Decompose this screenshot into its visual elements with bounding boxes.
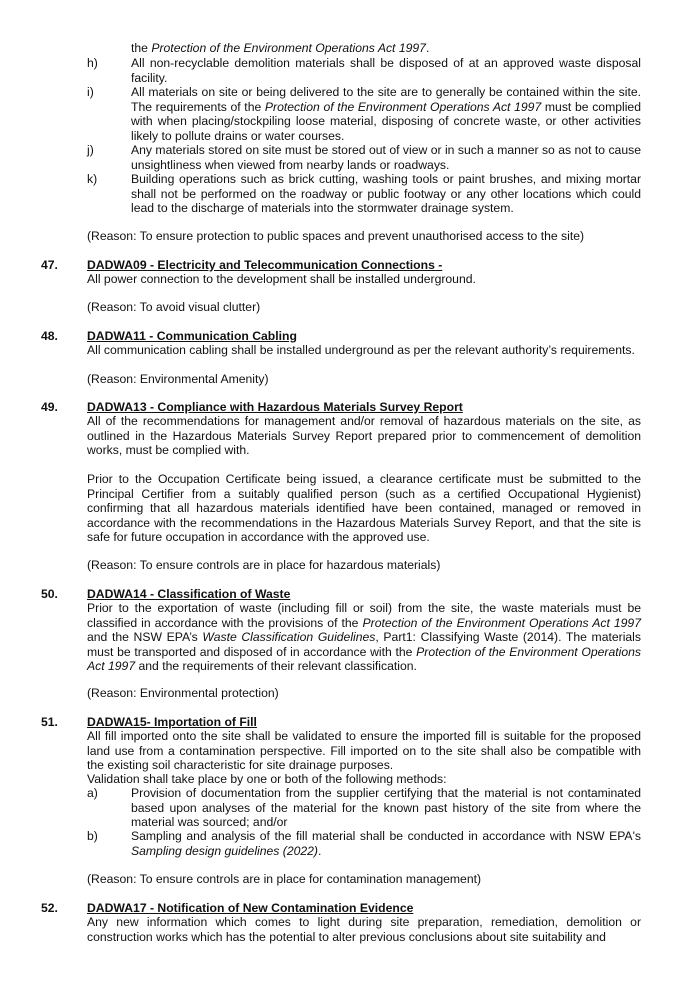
condition-heading: DADWA11 - Communication Cabling <box>87 329 297 343</box>
list-item: Sampling and analysis of the fill material shall be conducted in accordance with NSW EPA's Sampling design guidelines (2022). <box>131 829 641 858</box>
condition-number: 50. <box>41 587 58 601</box>
condition-heading: DADWA14 - Classification of Waste <box>87 587 291 601</box>
condition-paragraph: All fill imported onto the site shall be validated to ensure the imported fill is suitable for the proposed land use from a contamination perspective. Fill imported on to the site shall also be compatible with the existing soil characteristic for site drainage purposes. <box>87 729 641 773</box>
item-label: a) <box>87 786 98 800</box>
condition-paragraph: All of the recommendations for management and/or removal of hazardous materials on the site, as outlined in the Hazardous Materials Survey Report prepared prior to commencement of demolition works, must be complied with. <box>87 414 641 458</box>
item-label: i) <box>87 85 94 99</box>
reason-text: (Reason: Environmental Amenity) <box>87 372 269 386</box>
item-label: j) <box>87 143 94 157</box>
list-item: All non-recyclable demolition materials shall be disposed of at an approved waste disposal facility. <box>131 56 641 85</box>
list-item: Any materials stored on site must be stored out of view or in such a manner so as not to cause unsightliness when viewed from nearby lands or roadways. <box>131 143 641 172</box>
condition-number: 47. <box>41 258 58 272</box>
condition-paragraph: Prior to the Occupation Certificate being issued, a clearance certificate must be submitted to the Principal Certifier from a suitably qualified person (such as a certified Occupational Hygienist) confirming that all hazardous materials identified have been contained, managed or removed in accordance with the recommendations in the Hazardous Materials Survey Report, and that the site is safe for future occupation in accordance with the approved use. <box>87 472 641 545</box>
item-label: k) <box>87 172 98 186</box>
list-item: Building operations such as brick cutting, washing tools or paint brushes, and mixing mortar shall not be performed on the roadway or public footway or any other locations which could lead to the discharge of materials into the stormwater drainage system. <box>131 172 641 216</box>
reason-text: (Reason: To ensure controls are in place for contamination management) <box>87 872 482 886</box>
list-item: All materials on site or being delivered to the site are to generally be contained within the site. The requirements of the Protection of the Environment Operations Act 1997 must be complied with when placing/stockpiling loose material, disposing of concrete waste, or other activities likely to pollute drains or water courses. <box>131 85 641 143</box>
condition-paragraph: Prior to the exportation of waste (including fill or soil) from the site, the waste materials must be classified in accordance with the provisions of the Protection of the Environment Operations Act 1997 and the NSW EPA’s Waste Classification Guidelines, Part1: Classifying Waste (2014). The materials must be transported and disposed of in accordance with the Protection of the Environment Operations Act 1997 and the requirements of their relevant classification. <box>87 601 642 674</box>
condition-paragraph: Any new information which comes to light during site preparation, remediation, demolition or construction works which has the potential to alter previous conclusions about site suitability and <box>87 915 641 944</box>
condition-number: 51. <box>41 715 58 729</box>
condition-paragraph: Validation shall take place by one or both of the following methods: <box>87 772 447 786</box>
condition-heading: DADWA09 - Electricity and Telecommunication Connections - <box>87 258 443 272</box>
reason-text: (Reason: Environmental protection) <box>87 686 279 700</box>
item-label: b) <box>87 829 98 843</box>
condition-paragraph: All power connection to the development shall be installed underground. <box>87 272 476 286</box>
reason-text: (Reason: To ensure protection to public spaces and prevent unauthorised access to the site) <box>87 229 585 243</box>
continuation-line: the Protection of the Environment Operations Act 1997. <box>131 41 430 55</box>
condition-number: 52. <box>41 901 58 915</box>
condition-heading: DADWA15- Importation of Fill <box>87 715 257 729</box>
reason-text: (Reason: To ensure controls are in place for hazardous materials) <box>87 558 441 572</box>
condition-number: 48. <box>41 329 58 343</box>
list-item: Provision of documentation from the supplier certifying that the material is not contaminated based upon analyses of the material for the known past history of the site from where the material was sourced; and/or <box>131 786 641 830</box>
condition-heading: DADWA13 - Compliance with Hazardous Materials Survey Report <box>87 400 463 414</box>
condition-heading: DADWA17 - Notification of New Contamination Evidence <box>87 901 414 915</box>
condition-number: 49. <box>41 400 58 414</box>
reason-text: (Reason: To avoid visual clutter) <box>87 300 261 314</box>
condition-paragraph: All communication cabling shall be installed underground as per the relevant authority’s requirements. <box>87 343 635 357</box>
item-label: h) <box>87 56 98 70</box>
